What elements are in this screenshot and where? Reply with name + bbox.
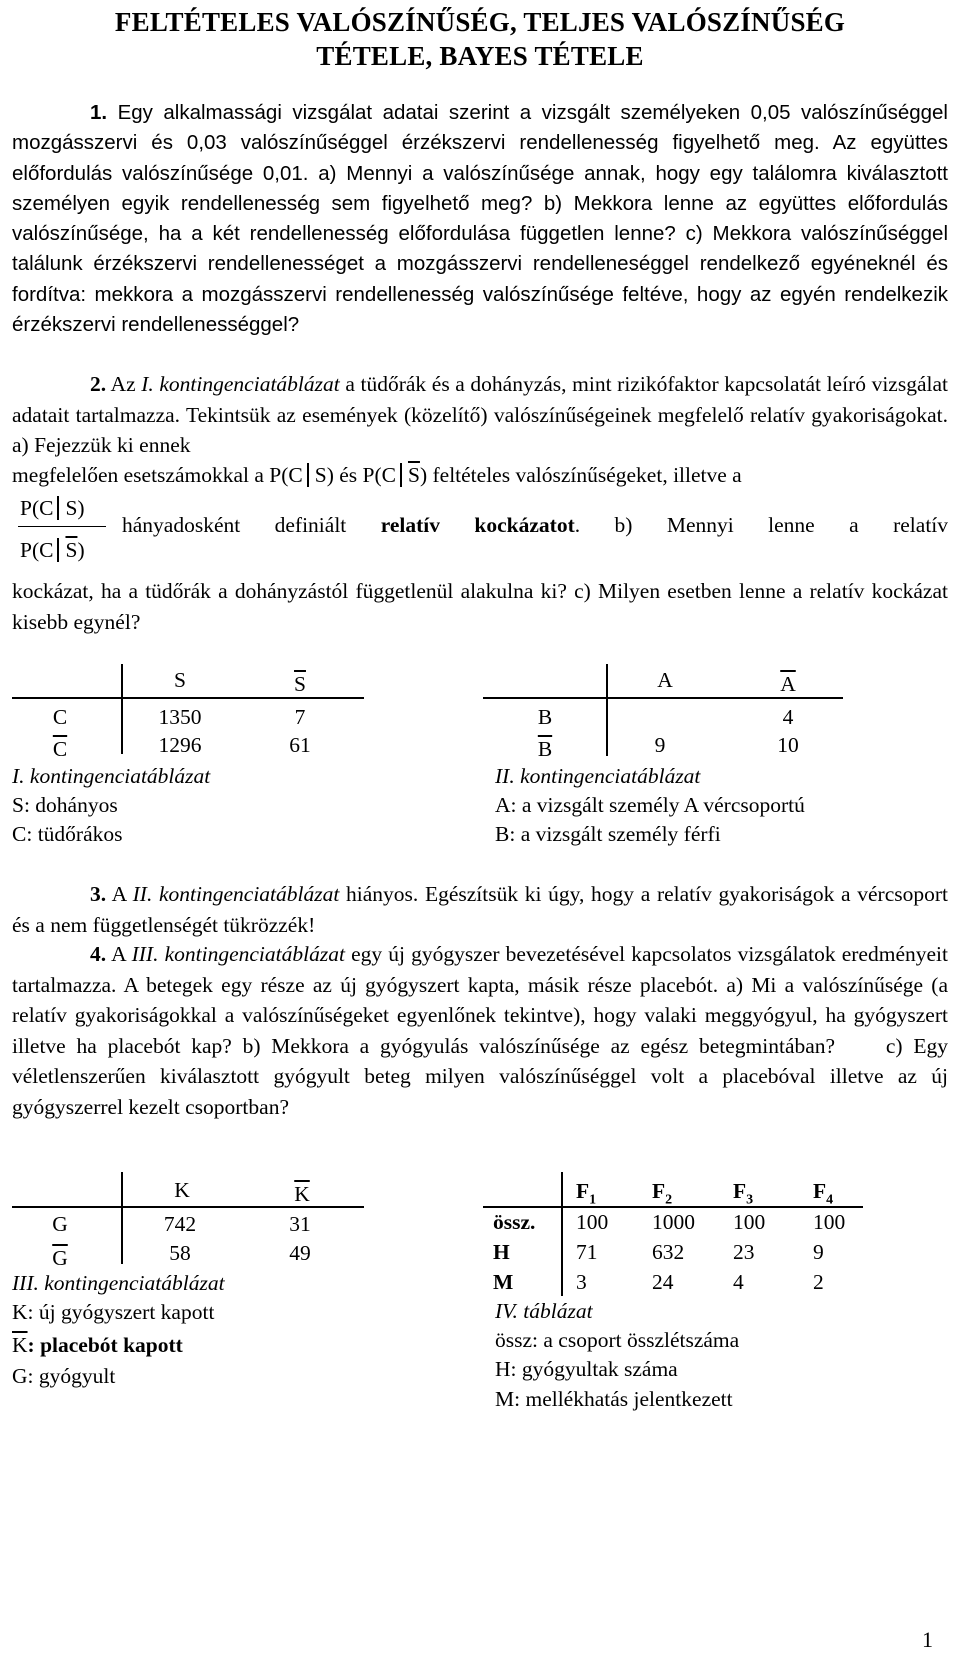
k-bar-symbol: $\overline{K}$ bbox=[12, 1333, 28, 1357]
table-1-legend: S: dohányos bbox=[12, 793, 118, 817]
table-1-row-label-c-bar: $\overline{C}$ bbox=[52, 737, 68, 761]
given-bar bbox=[57, 496, 59, 520]
table-4-header-sub: 4 bbox=[826, 1192, 834, 1208]
table-3-cell: 58 bbox=[169, 1241, 191, 1265]
problem-4-table-ref: III. kontingenciatáblázat bbox=[131, 942, 345, 966]
table-2-hline bbox=[483, 697, 843, 699]
table-4-header-f: F bbox=[652, 1179, 666, 1203]
table-4-row-label: H bbox=[493, 1240, 510, 1264]
problem-1-text: Egy alkalmassági vizsgálat adatai szerint a vizsgált személyeken 0,05 valószínűséggel mozgásszervi és 0,03 valószínűséggel érzékszervi rendellenesség figyelhető meg. Az együttes előfordulás valószínűsége 0,01. a) Mennyi a valószínűsége annak, hogy egy találomra kiválasztott személyen egyik rendellenesség sem figyelhető meg? b) Mekkora lenne az együttes előfordulás valószínűsége, ha a két rendellenesség előfordulása független lenne? c) Mekkora valószínűséggel találunk érzékszervi rendellenességet a mozgásszervi rendelleneséggel rendelkező egyéneknél és fordítva: mekkora a mozgásszervi rendellenesség valószínűsége feltéve, hogy az egyén rendelkezik érzékszervi rendellenességgel? bbox=[12, 101, 948, 337]
table-3-vline bbox=[121, 1172, 123, 1264]
table-4-cell: 3 bbox=[576, 1270, 587, 1294]
table-4-header bbox=[733, 1179, 753, 1208]
table-1-cell: 7 bbox=[294, 705, 306, 729]
table-1-vline bbox=[121, 664, 123, 754]
problem-2-conditional-line bbox=[12, 463, 742, 488]
page-title bbox=[0, 5, 960, 73]
fraction-sentence bbox=[122, 513, 948, 538]
table-2-cell: 10 bbox=[777, 733, 799, 757]
problem-2-text-b: a tüdőrák és a dohányzás, mint rizikófaktor kapcsolatát leíró vizsgálat adatait tartalmazza. Tekintsük az események (közelítő) valószínűségeinek megfelelő relatív gyakoriságokat. a) Fejezzük ki ennek bbox=[12, 372, 949, 457]
table-4-cell: 100 bbox=[733, 1210, 766, 1234]
table-4-header-sub: 1 bbox=[589, 1192, 597, 1208]
table-4-cell: 100 bbox=[576, 1210, 609, 1234]
table-4-header-f: F bbox=[813, 1179, 827, 1203]
problem-4 bbox=[12, 939, 948, 1122]
table-2-legend: A: a vizsgált személy A vércsoportú bbox=[495, 793, 805, 817]
table-4-cell: 2 bbox=[813, 1270, 824, 1294]
fraction-numerator bbox=[20, 496, 85, 521]
table-2-legend: B: a vizsgált személy férfi bbox=[495, 822, 721, 846]
table-1-header-s: S bbox=[174, 668, 186, 692]
table-2-row-label-b-bar: $\overline{B}$ bbox=[537, 737, 553, 761]
table-2-caption: II. kontingenciatáblázat bbox=[495, 764, 701, 788]
table-4-cell: 100 bbox=[813, 1210, 846, 1234]
given-bar bbox=[57, 538, 59, 562]
table-1-legend: C: tüdőrákos bbox=[12, 822, 123, 846]
frac-num-b: S) bbox=[65, 496, 85, 520]
table-1-header-s-bar: $\overline{S}$ bbox=[294, 672, 306, 696]
table-3-header-k-bar: $\overline{K}$ bbox=[294, 1182, 310, 1206]
table-2-cell: 9 bbox=[654, 733, 666, 757]
s-complement: $\overline{S}$ bbox=[407, 463, 420, 487]
problem-2-text-c: megfelelően esetszámokkal a P(C bbox=[12, 463, 303, 487]
problem-4-text-a: A bbox=[111, 942, 126, 966]
table-2-row-label: B bbox=[537, 705, 553, 729]
problem-3-number: 3. bbox=[90, 882, 107, 906]
table-2-cell: 4 bbox=[782, 705, 794, 729]
table-3-hline bbox=[12, 1206, 364, 1208]
table-1-cell: 1296 bbox=[158, 733, 202, 757]
given-bar bbox=[307, 463, 309, 487]
table-1-hline bbox=[12, 697, 364, 699]
frac-num-a: P(C bbox=[20, 496, 54, 520]
table-3-legend-k-bar bbox=[12, 1333, 183, 1358]
table-4-cell: 23 bbox=[733, 1240, 755, 1264]
problem-1 bbox=[12, 98, 948, 340]
table-3-legend: G: gyógyult bbox=[12, 1364, 116, 1388]
problem-4-number: 4. bbox=[90, 942, 107, 966]
problem-2-text-a: Az bbox=[110, 372, 136, 396]
problem-3 bbox=[12, 879, 948, 940]
table-3-header-k: K bbox=[174, 1178, 190, 1202]
problem-3-text-a: A bbox=[111, 882, 126, 906]
table-3-legend-text: : placebót kapott bbox=[27, 1333, 183, 1357]
given-bar bbox=[400, 463, 402, 487]
table-4-header-f: F bbox=[733, 1179, 747, 1203]
problem-2-text-e: ) feltételes valószínűségeket, illetve a bbox=[419, 463, 742, 487]
relative-risk-term: relatív kockázatot bbox=[380, 513, 575, 537]
problem-2-text-h: kockázat, ha a tüdőrák a dohányzástól függetlenül alakulna ki? c) Milyen esetben lenne a relatív kockázat kisebb egynél? bbox=[12, 579, 948, 634]
table-4-legend: H: gyógyultak száma bbox=[495, 1357, 678, 1381]
problem-2-number: 2. bbox=[90, 372, 107, 396]
table-4-header-f: F bbox=[576, 1179, 590, 1203]
table-1-row-label: C bbox=[52, 705, 68, 729]
problem-4-text-c: c) Egy véletlenszerűen kiválasztott gyógyult beteg milyen valószínűséggel volt a placebóval illetve az új gyógyszerrel kezelt csoportban? bbox=[12, 1033, 949, 1119]
problem-3-text-b: hiányos. Egészítsük ki úgy, hogy a relatív gyakoriságok a vércsoport és a nem függetlenségét tükrözzék! bbox=[12, 882, 948, 937]
problem-2-table-ref: I. bbox=[141, 372, 154, 396]
table-4-cell: 4 bbox=[733, 1270, 744, 1294]
table-4-cell: 9 bbox=[813, 1240, 824, 1264]
table-3-cell: 49 bbox=[289, 1241, 311, 1265]
table-3-row-label-g-bar: $\overline{G}$ bbox=[52, 1246, 68, 1270]
table-4-header bbox=[652, 1179, 672, 1208]
table-3-cell: 742 bbox=[163, 1212, 197, 1236]
problem-2-text-g: . b) Mennyi lenne a relatív bbox=[574, 513, 949, 537]
title-line-2: TÉTELE, BAYES TÉTELE bbox=[316, 41, 644, 71]
table-4-legend: M: mellékhatás jelentkezett bbox=[495, 1387, 733, 1411]
frac-den-a: P(C bbox=[20, 538, 54, 562]
table-4-legend: össz: a csoport összlétszáma bbox=[495, 1328, 740, 1352]
problem-4-text-b: egy új gyógyszer bevezetésével kapcsolatos vizsgálatok eredményeit tartalmazza. A betegek egy része az új gyógyszert kapta, másik része placebót. a) Mi a valószínűsége (a relatív gyakoriságokkal a valószínűségeket egyenlőnek tekintve), hogy valaki meggyógyul, ha gyógyszert illetve ha placebót kap? b) Mekkora a gyógyulás valószínűsége az egész betegmintában? bbox=[12, 942, 948, 1058]
title-line-1: FELTÉTELES VALÓSZÍNŰSÉG, TELJES VALÓSZÍNŰSÉG bbox=[114, 7, 846, 37]
table-4-vline bbox=[561, 1172, 563, 1296]
table-1-caption: I. kontingenciatáblázat bbox=[12, 764, 211, 788]
problem-2-end bbox=[12, 576, 948, 637]
table-4-header-sub: 3 bbox=[746, 1192, 754, 1208]
table-1-cell: 61 bbox=[289, 733, 311, 757]
table-1-cell: 1350 bbox=[158, 705, 202, 729]
table-4-header bbox=[576, 1179, 596, 1208]
table-4-caption: IV. táblázat bbox=[495, 1299, 593, 1323]
table-4-cell: 632 bbox=[652, 1240, 685, 1264]
table-3-cell: 31 bbox=[289, 1212, 311, 1236]
problem-2-text-f: hányadosként definiált bbox=[122, 513, 347, 537]
table-4-hline bbox=[483, 1206, 863, 1208]
problem-1-number: 1. bbox=[90, 101, 108, 124]
table-2-vline bbox=[606, 664, 608, 756]
problem-2 bbox=[12, 369, 948, 461]
problem-2-text-d: S) és P(C bbox=[314, 463, 396, 487]
table-4-header-sub: 2 bbox=[665, 1192, 673, 1208]
table-4-cell: 1000 bbox=[652, 1210, 695, 1234]
fraction-bar bbox=[18, 526, 106, 527]
problem-3-table-ref: II. kontingenciatáblázat bbox=[132, 882, 340, 906]
problem-2-table-word: kontingenciatáblázat bbox=[159, 372, 340, 396]
table-2-header-a-bar: $\overline{A}$ bbox=[780, 672, 796, 696]
table-4-row-label: M bbox=[493, 1270, 514, 1294]
frac-den-c: ) bbox=[77, 538, 85, 562]
table-4-row-label: össz. bbox=[493, 1210, 536, 1234]
fraction-denominator bbox=[20, 538, 85, 563]
table-3-row-label: G bbox=[52, 1212, 68, 1236]
frac-den-s: $\overline{S}$ bbox=[65, 538, 78, 562]
table-3-legend: K: új gyógyszert kapott bbox=[12, 1300, 215, 1324]
page-number: 1 bbox=[922, 1627, 933, 1652]
table-4-cell: 71 bbox=[576, 1240, 598, 1264]
table-3-caption: III. kontingenciatáblázat bbox=[12, 1271, 225, 1295]
table-2-header-a: A bbox=[657, 668, 673, 692]
table-4-cell: 24 bbox=[652, 1270, 674, 1294]
table-4-header bbox=[813, 1179, 833, 1208]
